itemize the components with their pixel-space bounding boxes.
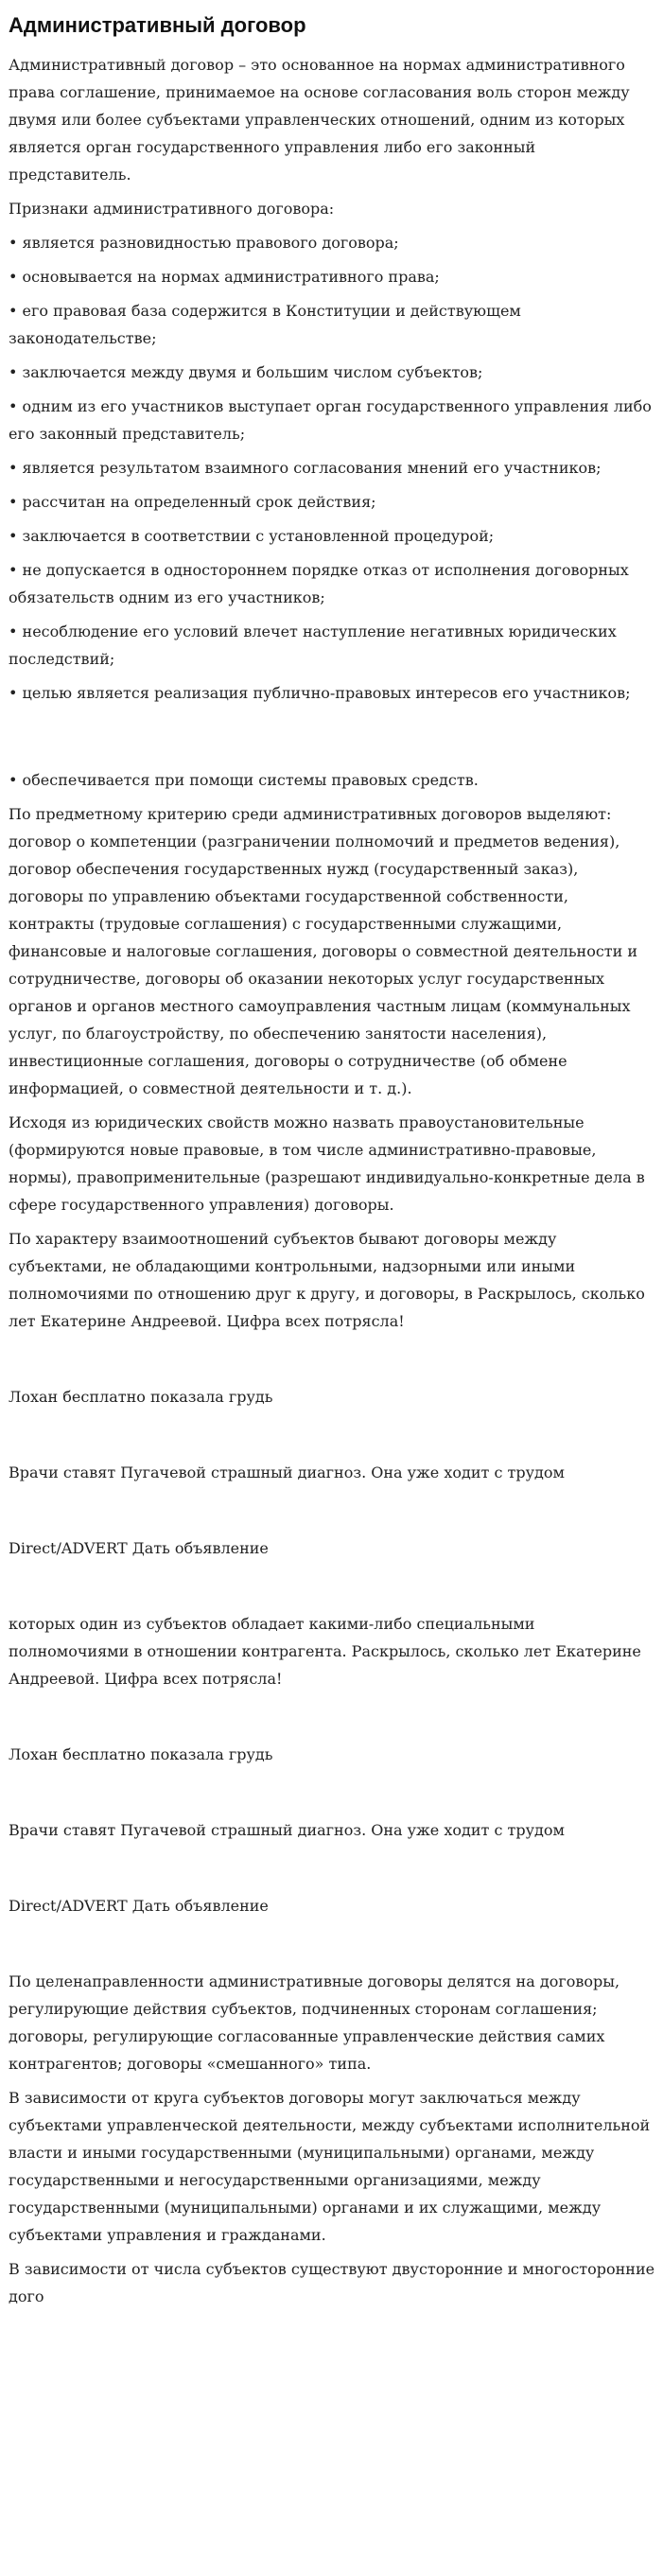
spacer [9, 1568, 655, 1610]
article-title: Административный договор [9, 13, 306, 37]
purpose-paragraph: По целенаправленности административные договоры делятся на договоры, регулирующие действия субъектов, подчиненных сторонам соглашения; договоры, регулирующие согласованные управленческие действия самих контрагентов; договоры «смешанного» типа. [9, 1972, 620, 2073]
spacer [9, 1341, 655, 1383]
definition-paragraph: Административный договор – это основанное на нормах административного права соглашение, принимаемое на основе согласования воль сторон между двумя или более субъектами управленческих отношений, одним из которых является орган государственного управления либо его законный представитель. [9, 56, 630, 184]
ad-link-text[interactable]: Врачи ставят Пугачевой страшный диагноз. Она уже ходит с трудом [9, 1463, 565, 1481]
subjects-number-paragraph: В зависимости от числа субъектов существуют двусторонние и многосторонние дого [9, 2260, 655, 2305]
spacer [9, 1850, 655, 1892]
feature-item: • одним из его участников выступает орган государственного управления либо его законный представитель; [9, 397, 652, 443]
feature-item: • является разновидностью правового договора; [9, 234, 399, 252]
feature-item: • является результатом взаимного согласования мнений его участников; [9, 459, 602, 477]
subject-criterion-paragraph: По предметному критерию среди административных договоров выделяют: договор о компетенции (разграничении полномочий и предметов ведения), договор обеспечения государственных нужд (государственный заказ), договоры по управлению объектами государственной собственности, контракты (трудовые соглашения) с государственными служащими, финансовые и налоговые соглашения, договоры о совместной деятельности и сотрудничестве, договоры об оказании некоторых услуг государственных органов и органов местного самоуправления частным лицам (коммунальных услуг, по благоустройству, по обеспечению занятости населения), инвестиционные соглашения, договоры о сотрудничестве (об обмене информацией, о совместной деятельности и т. д.). [9, 805, 638, 1097]
ad-source-link[interactable]: Direct/ADVERT Дать объявление [9, 1897, 269, 1915]
feature-item: • обеспечивается при помощи системы правовых средств. [9, 771, 479, 789]
feature-item: • основывается на нормах административного права; [9, 268, 440, 286]
spacer [9, 1775, 655, 1816]
ad-link-text[interactable]: Лохан бесплатно показала грудь [9, 1745, 273, 1763]
ad-source-link[interactable]: Direct/ADVERT Дать объявление [9, 1539, 269, 1557]
spacer [9, 1493, 655, 1534]
spacer [9, 1926, 655, 1968]
relationship-continuation-paragraph: которых один из субъектов обладает какими-либо специальными полномочиями в отношении контрагента. Раскрылось, сколько лет Екатерине Андреевой. Цифра всех потрясла! [9, 1615, 641, 1688]
feature-item: • несоблюдение его условий влечет наступление негативных юридических последствий; [9, 622, 617, 668]
feature-item: • заключается в соответствии с установленной процедурой; [9, 527, 495, 545]
subjects-circle-paragraph: В зависимости от круга субъектов договоры могут заключаться между субъектами управленческой деятельности, между субъектами исполнительной власти и иными государственными (муниципальными) органами, между государственными и негосударственными организациями, между государственными (муниципальными) органами и их служащими, между субъектами управления и гражданами. [9, 2089, 651, 2244]
spacer [9, 1417, 655, 1459]
features-heading: Признаки административного договора: [9, 200, 335, 218]
feature-item: • рассчитан на определенный срок действия; [9, 493, 376, 511]
spacer [9, 713, 655, 766]
ad-link-text[interactable]: Врачи ставят Пугачевой страшный диагноз. Она уже ходит с трудом [9, 1821, 565, 1839]
spacer [9, 1699, 655, 1741]
feature-item: • заключается между двумя и большим числом субъектов; [9, 363, 483, 381]
ad-link-text[interactable]: Лохан бесплатно показала грудь [9, 1388, 273, 1406]
legal-properties-paragraph: Исходя из юридических свойств можно назвать правоустановительные (формируются новые правовые, в том числе административно-правовые, нормы), правоприменительные (разрешают индивидуально-конкретные дела в сфере государственного управления) договоры. [9, 1113, 645, 1214]
feature-item: • целью является реализация публично-правовых интересов его участников; [9, 684, 631, 702]
feature-item: • не допускается в одностороннем порядке отказ от исполнения договорных обязательств одним из его участников; [9, 561, 629, 606]
relationship-paragraph: По характеру взаимоотношений субъектов бывают договоры между субъектами, не обладающими контрольными, надзорными или иными полномочиями по отношению друг к другу, и договоры, в Раскрылось, сколько лет Екатерине Андреевой. Цифра всех потрясла! [9, 1230, 645, 1330]
feature-item: • его правовая база содержится в Конституции и действующем законодательстве; [9, 302, 521, 347]
